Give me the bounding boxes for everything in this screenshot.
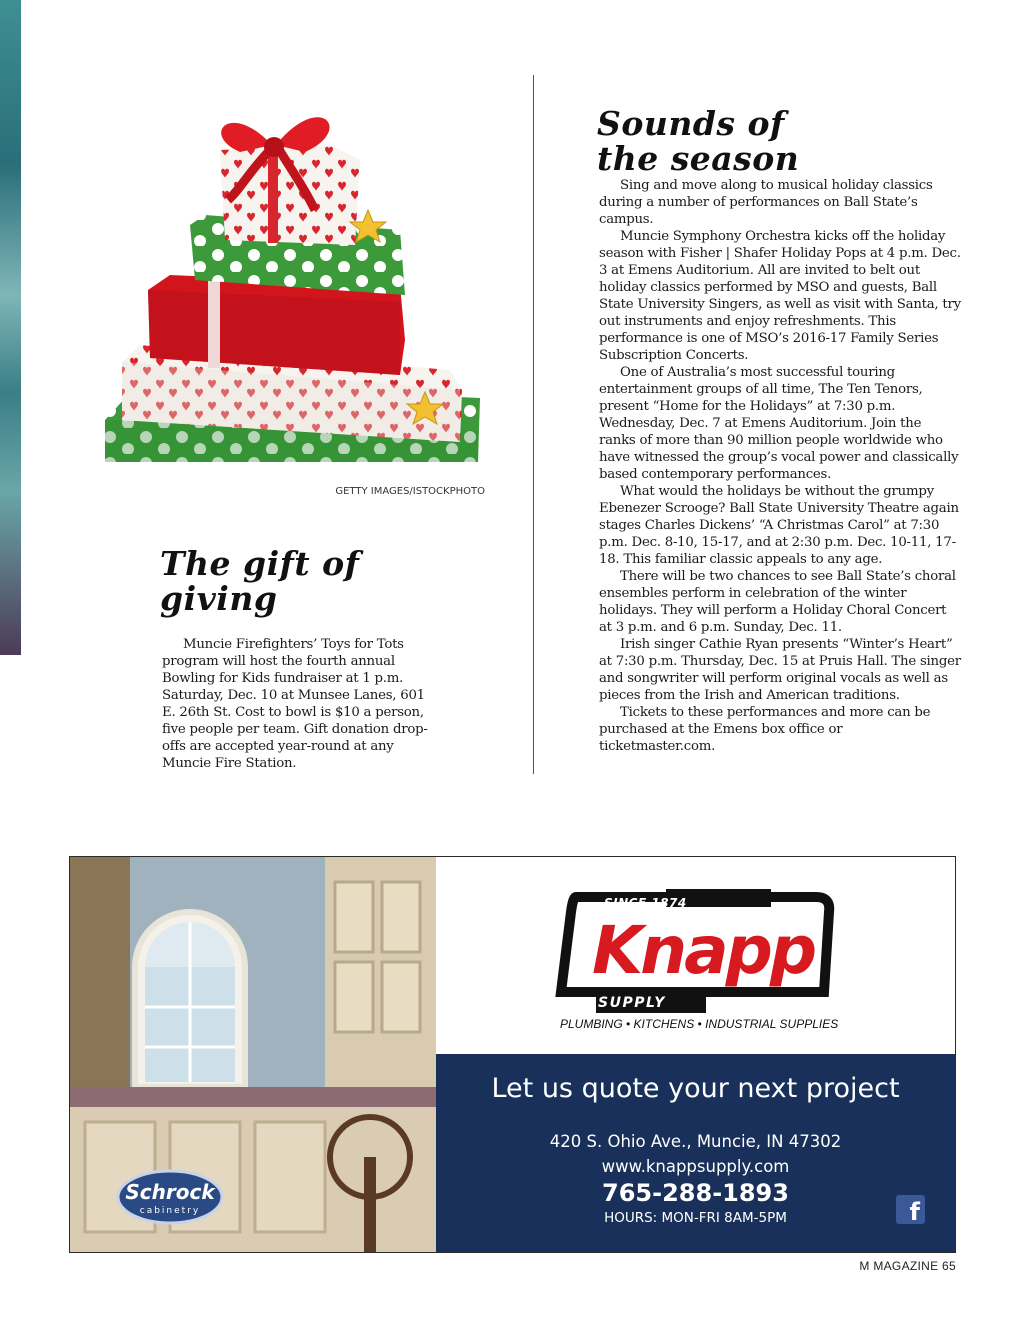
ad-headline: Let us quote your next project <box>491 1073 900 1104</box>
paragraph: Tickets to these performances and more can be purchased at the Emens box office or ticketmaster.com. <box>599 705 931 754</box>
ad-hours: HOURS: MON-FRI 8AM-5PM <box>604 1210 787 1226</box>
paragraph: What would the holidays be without the grumpy Ebenezer Scrooge? Ball State University Theatre again stages Charles Dickens’ “A Christmas Carol” at 7:30 p.m. Dec. 8-10, 15-17, and at 2:30 p.m. Dec. 10-11, 17-18. This familiar classic appeals to any age. <box>599 484 959 567</box>
page-footer: M MAGAZINE 65 <box>859 1259 956 1273</box>
paragraph: Irish singer Cathie Ryan presents “Winter’s Heart” at 7:30 p.m. Thursday, Dec. 15 at Pruis Hall. The singer and songwriter will perform original vocals as well as pieces from the Irish and American traditions. <box>599 637 961 703</box>
headline-line-2: giving <box>160 579 278 618</box>
adjacent-page-edge <box>0 0 21 655</box>
sounds-of-season-body <box>599 177 961 755</box>
gift-of-giving-headline <box>160 546 460 616</box>
supply-label: SUPPLY <box>598 995 666 1011</box>
image-credit: GETTY IMAGES/ISTOCKPHOTO <box>335 486 485 497</box>
schrock-logo-name: Schrock <box>125 1180 215 1204</box>
paragraph: Muncie Firefighters’ Toys for Tots program will host the fourth annual Bowling for Kids fundraiser at 1 p.m. Saturday, Dec. 10 at Munsee Lanes, 601 E. 26th St. Cost to bowl is $10 a person, five people per team. Gift donation drop-offs are accepted year-round at any Muncie Fire Station. <box>162 637 428 771</box>
gifts-image <box>100 90 485 475</box>
headline-line-2: the season <box>597 139 800 178</box>
gift-of-giving-body <box>162 636 442 772</box>
ad-phone[interactable]: 765-288-1893 <box>602 1179 789 1207</box>
headline-line-1: The gift of <box>160 544 360 583</box>
paragraph: There will be two chances to see Ball State’s choral ensembles perform in celebration of the winter holidays. They will perform a Holiday Choral Concert at 3 p.m. and 6 p.m. Sunday, Dec. 11. <box>599 569 956 635</box>
kitchen-photo <box>70 857 436 1252</box>
column-divider <box>533 75 534 774</box>
headline-line-1: Sounds of <box>597 104 785 143</box>
paragraph: Muncie Symphony Orchestra kicks off the holiday season with Fisher | Shafer Holiday Pops at 4 p.m. Dec. 3 at Emens Auditorium. All are invited to belt out holiday classics performed by MSO and guests, Ball State University Singers, as well as visit with Santa, try out instruments and enjoy refreshments. This performance is one of MSO’s 2016-17 Family Series Subscription Concerts. <box>599 229 961 363</box>
schrock-logo-sub: cabinetry <box>139 1206 201 1216</box>
facebook-icon[interactable]: f <box>896 1195 925 1224</box>
ad-website-link[interactable]: www.knappsupply.com <box>601 1157 790 1176</box>
paragraph: One of Australia’s most successful touring entertainment groups of all time, The Ten Tenors, present “Home for the Holidays” at 7:30 p.m. Wednesday, Dec. 7 at Emens Auditorium. Join the ranks of more than 90 million people worldwide who have witnessed the group’s vocal power and classically based contemporary performances. <box>599 365 959 482</box>
since-label: SINCE 1874 <box>604 896 687 910</box>
paragraph: Sing and move along to musical holiday classics during a number of performances on Ball State’s campus. <box>599 178 933 227</box>
ad-tagline: PLUMBING • KITCHENS • INDUSTRIAL SUPPLIES <box>560 1017 839 1031</box>
knapp-wordmark: Knapp <box>592 912 815 989</box>
ad-address: 420 S. Ohio Ave., Muncie, IN 47302 <box>549 1132 842 1151</box>
sounds-of-season-headline <box>597 106 927 176</box>
